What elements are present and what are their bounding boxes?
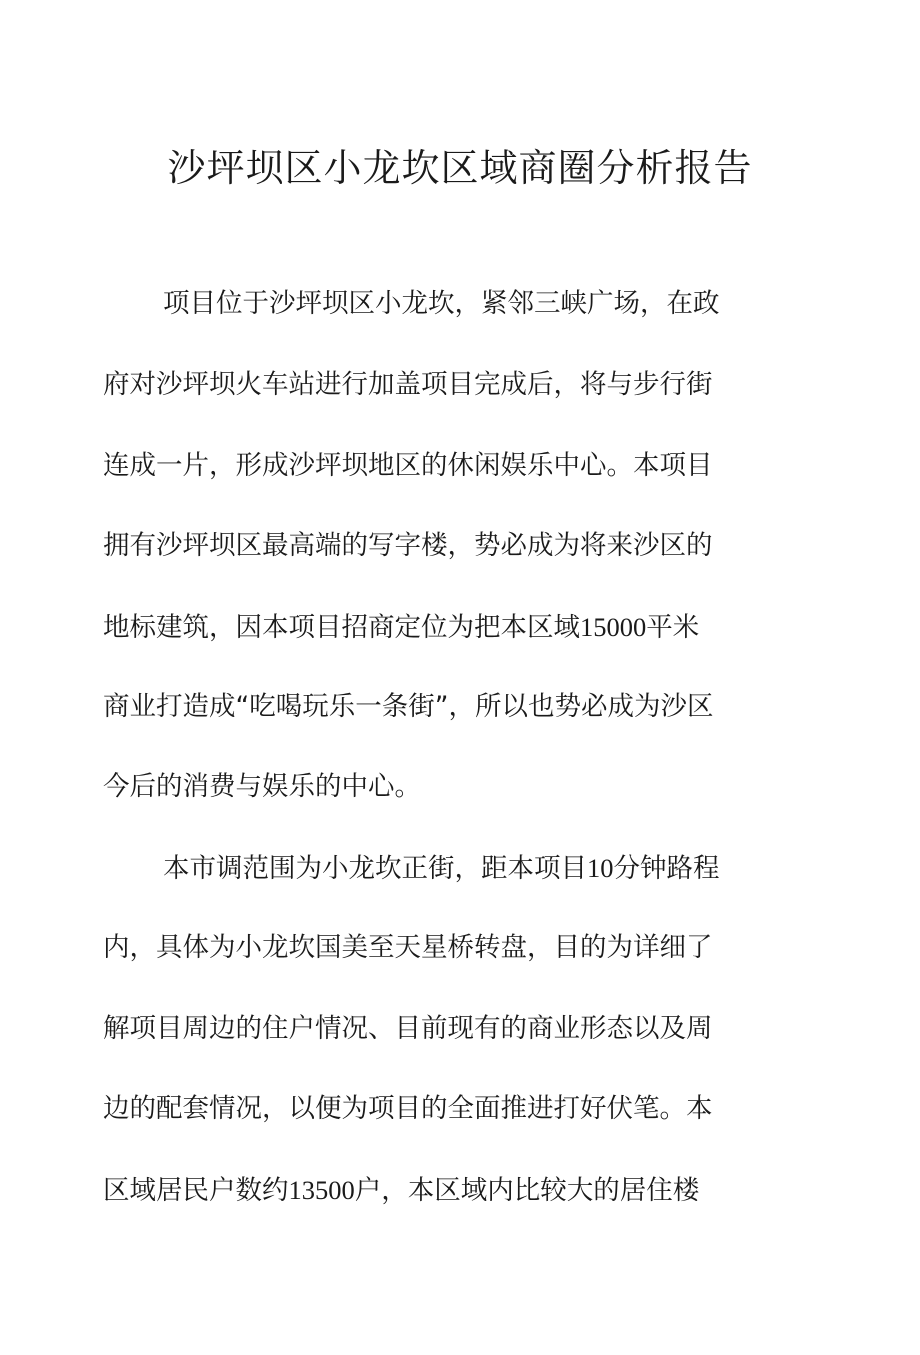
paragraph-2-line-3: 解项目周边的住户情况、目前现有的商业形态以及周 xyxy=(103,1013,713,1044)
paragraph-2-line-4: 边的配套情况，以便为项目的全面推进打好伏笔。本 xyxy=(103,1093,713,1124)
paragraph-1-line-4: 拥有沙坪坝区最高端的写字楼，势必成为将来沙区的 xyxy=(103,530,713,561)
paragraph-1-line-6: 商业打造成“吃喝玩乐一条街”，所以也势必成为沙区 xyxy=(103,691,714,722)
paragraph-1-line-7: 今后的消费与娱乐的中心。 xyxy=(103,771,421,802)
paragraph-1-line-3: 连成一片，形成沙坪坝地区的休闲娱乐中心。本项目 xyxy=(103,450,713,481)
paragraph-1-line-1: 项目位于沙坪坝区小龙坎，紧邻三峡广场，在政 xyxy=(163,288,720,319)
paragraph-2-line-2: 内，具体为小龙坎国美至天星桥转盘，目的为详细了 xyxy=(103,932,713,963)
paragraph-1-line-2: 府对沙坪坝火车站进行加盖项目完成后，将与步行街 xyxy=(103,369,713,400)
paragraph-2-line-5: 区域居民户数约13500户，本区域内比较大的居住楼 xyxy=(103,1175,700,1206)
paragraph-2-line-1: 本市调范围为小龙坎正街，距本项目10分钟路程 xyxy=(163,853,720,884)
document-title: 沙坪坝区小龙坎区域商圈分析报告 xyxy=(167,146,753,190)
paragraph-1-line-5: 地标建筑，因本项目招商定位为把本区域15000平米 xyxy=(103,612,700,643)
